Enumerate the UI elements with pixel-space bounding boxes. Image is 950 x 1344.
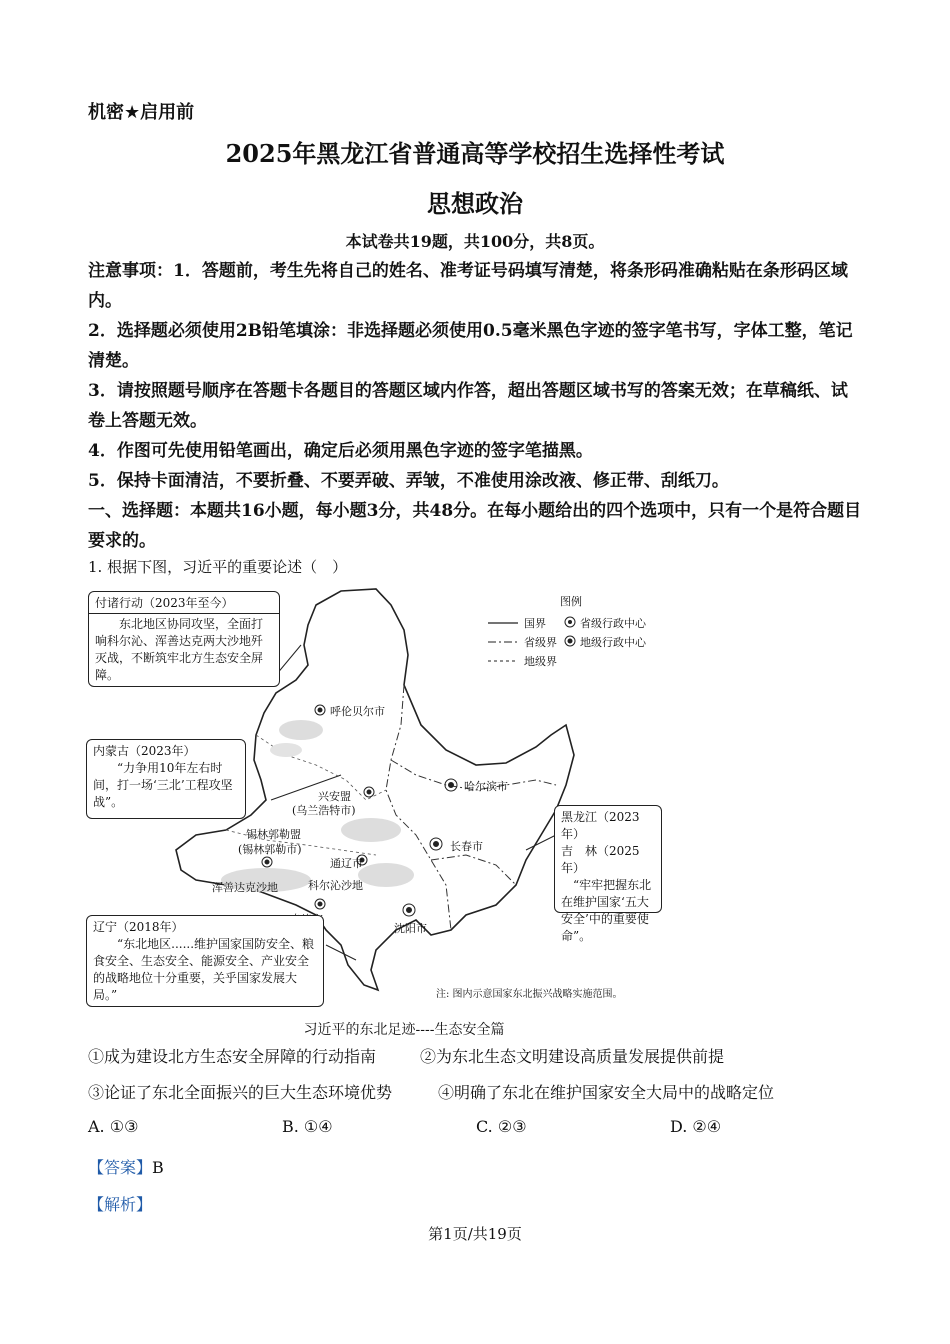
option-b: B. ①④ xyxy=(282,1117,333,1136)
note-3: 3．请按照题号顺序在答题卡各题目的答题区域内作答，超出答题区域书写的答案无效；在草稿纸、试卷上答题无效。 xyxy=(88,381,848,431)
exam-info: 本试卷共19题，共100分，共8页。 xyxy=(345,232,605,251)
label-harbin: 哈尔滨市 xyxy=(464,780,508,793)
legend-national: 国界 xyxy=(524,617,546,630)
note-1: 注意事项：1．答题前，考生先将自己的姓名、准考证号码填写清楚，将条形码准确粘贴在条形码区域内。 xyxy=(88,261,848,311)
page-footer: 第1页/共19页 xyxy=(428,1225,522,1243)
statement-4: ④明确了东北在维护国家安全大局中的战略定位 xyxy=(438,1083,775,1102)
callout-ln-title: 辽宁（2018年） xyxy=(93,920,184,934)
map-note: 注: 图内示意国家东北振兴战略实施范围。 xyxy=(436,989,623,1000)
statement-3: ③论证了东北全面振兴的巨大生态环境优势 xyxy=(88,1083,393,1102)
statement-2: ②为东北生态文明建设高质量发展提供前提 xyxy=(420,1047,725,1066)
note-4: 4．作图可先使用铅笔画出，确定后必须用黑色字迹的签字笔描黑。 xyxy=(88,441,593,461)
callout-hlj-title1: 黑龙江（2023年） xyxy=(561,810,640,841)
legend-title: 图例 xyxy=(560,595,582,608)
note-2: 2．选择题必须使用2B铅笔填涂：非选择题必须使用0.5毫米黑色字迹的签字笔书写，字体工整，笔记清楚。 xyxy=(88,321,853,371)
label-hulunbuir: 呼伦贝尔市 xyxy=(330,705,385,718)
option-d: D. ②④ xyxy=(670,1117,722,1136)
callout-nm-text: “力争用10年左右时间，打一场‘三北’工程攻坚战”。 xyxy=(93,761,233,809)
notes-section xyxy=(88,256,863,556)
answer-value: B xyxy=(152,1158,164,1177)
callout-liaoning xyxy=(86,915,324,1007)
callout-action-title: 付诸行动（2023年至今） xyxy=(95,596,234,610)
callout-inner-mongolia xyxy=(86,739,246,819)
label-tongliao: 通辽市 xyxy=(330,857,363,870)
map-caption: 习近平的东北足迹----生态安全篇 xyxy=(303,1022,505,1038)
confidential-label: 机密★启用前 xyxy=(88,102,195,123)
callout-nm-title: 内蒙古（2023年） xyxy=(93,744,196,758)
legend-prefecture-border: 地级界 xyxy=(524,655,557,668)
answer-line xyxy=(88,1155,164,1178)
legend-provincial-center: 省级行政中心 xyxy=(580,617,646,630)
statement-1: ①成为建设北方生态安全屏障的行动指南 xyxy=(88,1047,377,1066)
callout-hlj-text: “牢牢把握东北在维护国家‘五大安全’中的重要使命”。 xyxy=(561,878,652,943)
northeast-map xyxy=(86,585,676,1015)
callout-hlj-title2: 吉 林（2025年） xyxy=(561,844,640,875)
label-xinganmeng: 兴安盟 xyxy=(318,790,351,803)
analysis-line xyxy=(88,1192,152,1215)
analysis-tag: 【解析】 xyxy=(88,1195,153,1214)
callout-ln-text: “东北地区......维护国家国防安全、粮食安全、生态安全、能源安全、产业安全的战略地位十分重要，关乎国家发展大局。” xyxy=(93,937,315,1002)
label-hunshandake: 浑善达克沙地 xyxy=(212,881,278,894)
callout-action-text: 东北地区协同攻坚，全面打响科尔沁、浑善达克两大沙地歼灭战，不断筑牢北方生态安全屏障。 xyxy=(89,613,279,684)
callout-action xyxy=(88,591,280,687)
label-changchun: 长春市 xyxy=(450,840,483,853)
legend-prefecture-center: 地级行政中心 xyxy=(580,636,646,649)
option-c: C. ②③ xyxy=(476,1117,527,1136)
answer-tag: 【答案】 xyxy=(88,1158,153,1177)
question-stem: 1. 根据下图，习近平的重要论述（ ） xyxy=(88,558,348,576)
label-ulanhot: (乌兰浩特市) xyxy=(292,804,356,817)
callout-heilongjiang-jilin xyxy=(554,805,662,943)
exam-title: 2025年黑龙江省普通高等学校招生选择性考试 xyxy=(225,139,725,168)
label-xilingol: 锡林郭勒盟 xyxy=(246,828,301,841)
section-heading: 一、选择题：本题共16小题，每小题3分，共48分。在每小题给出的四个选项中，只有一个是符合题目要求的。 xyxy=(88,501,862,551)
label-xilinhot: (锡林郭勒市) xyxy=(238,843,302,856)
subject-title: 思想政治 xyxy=(427,190,523,218)
legend-provincial-border: 省级界 xyxy=(524,636,557,649)
note-5: 5．保持卡面清洁，不要折叠、不要弄破、弄皱，不准使用涂改液、修正带、刮纸刀。 xyxy=(88,471,729,491)
label-shenyang: 沈阳市 xyxy=(394,922,427,935)
option-a: A. ①③ xyxy=(88,1117,139,1136)
label-horqin: 科尔沁沙地 xyxy=(308,879,363,892)
